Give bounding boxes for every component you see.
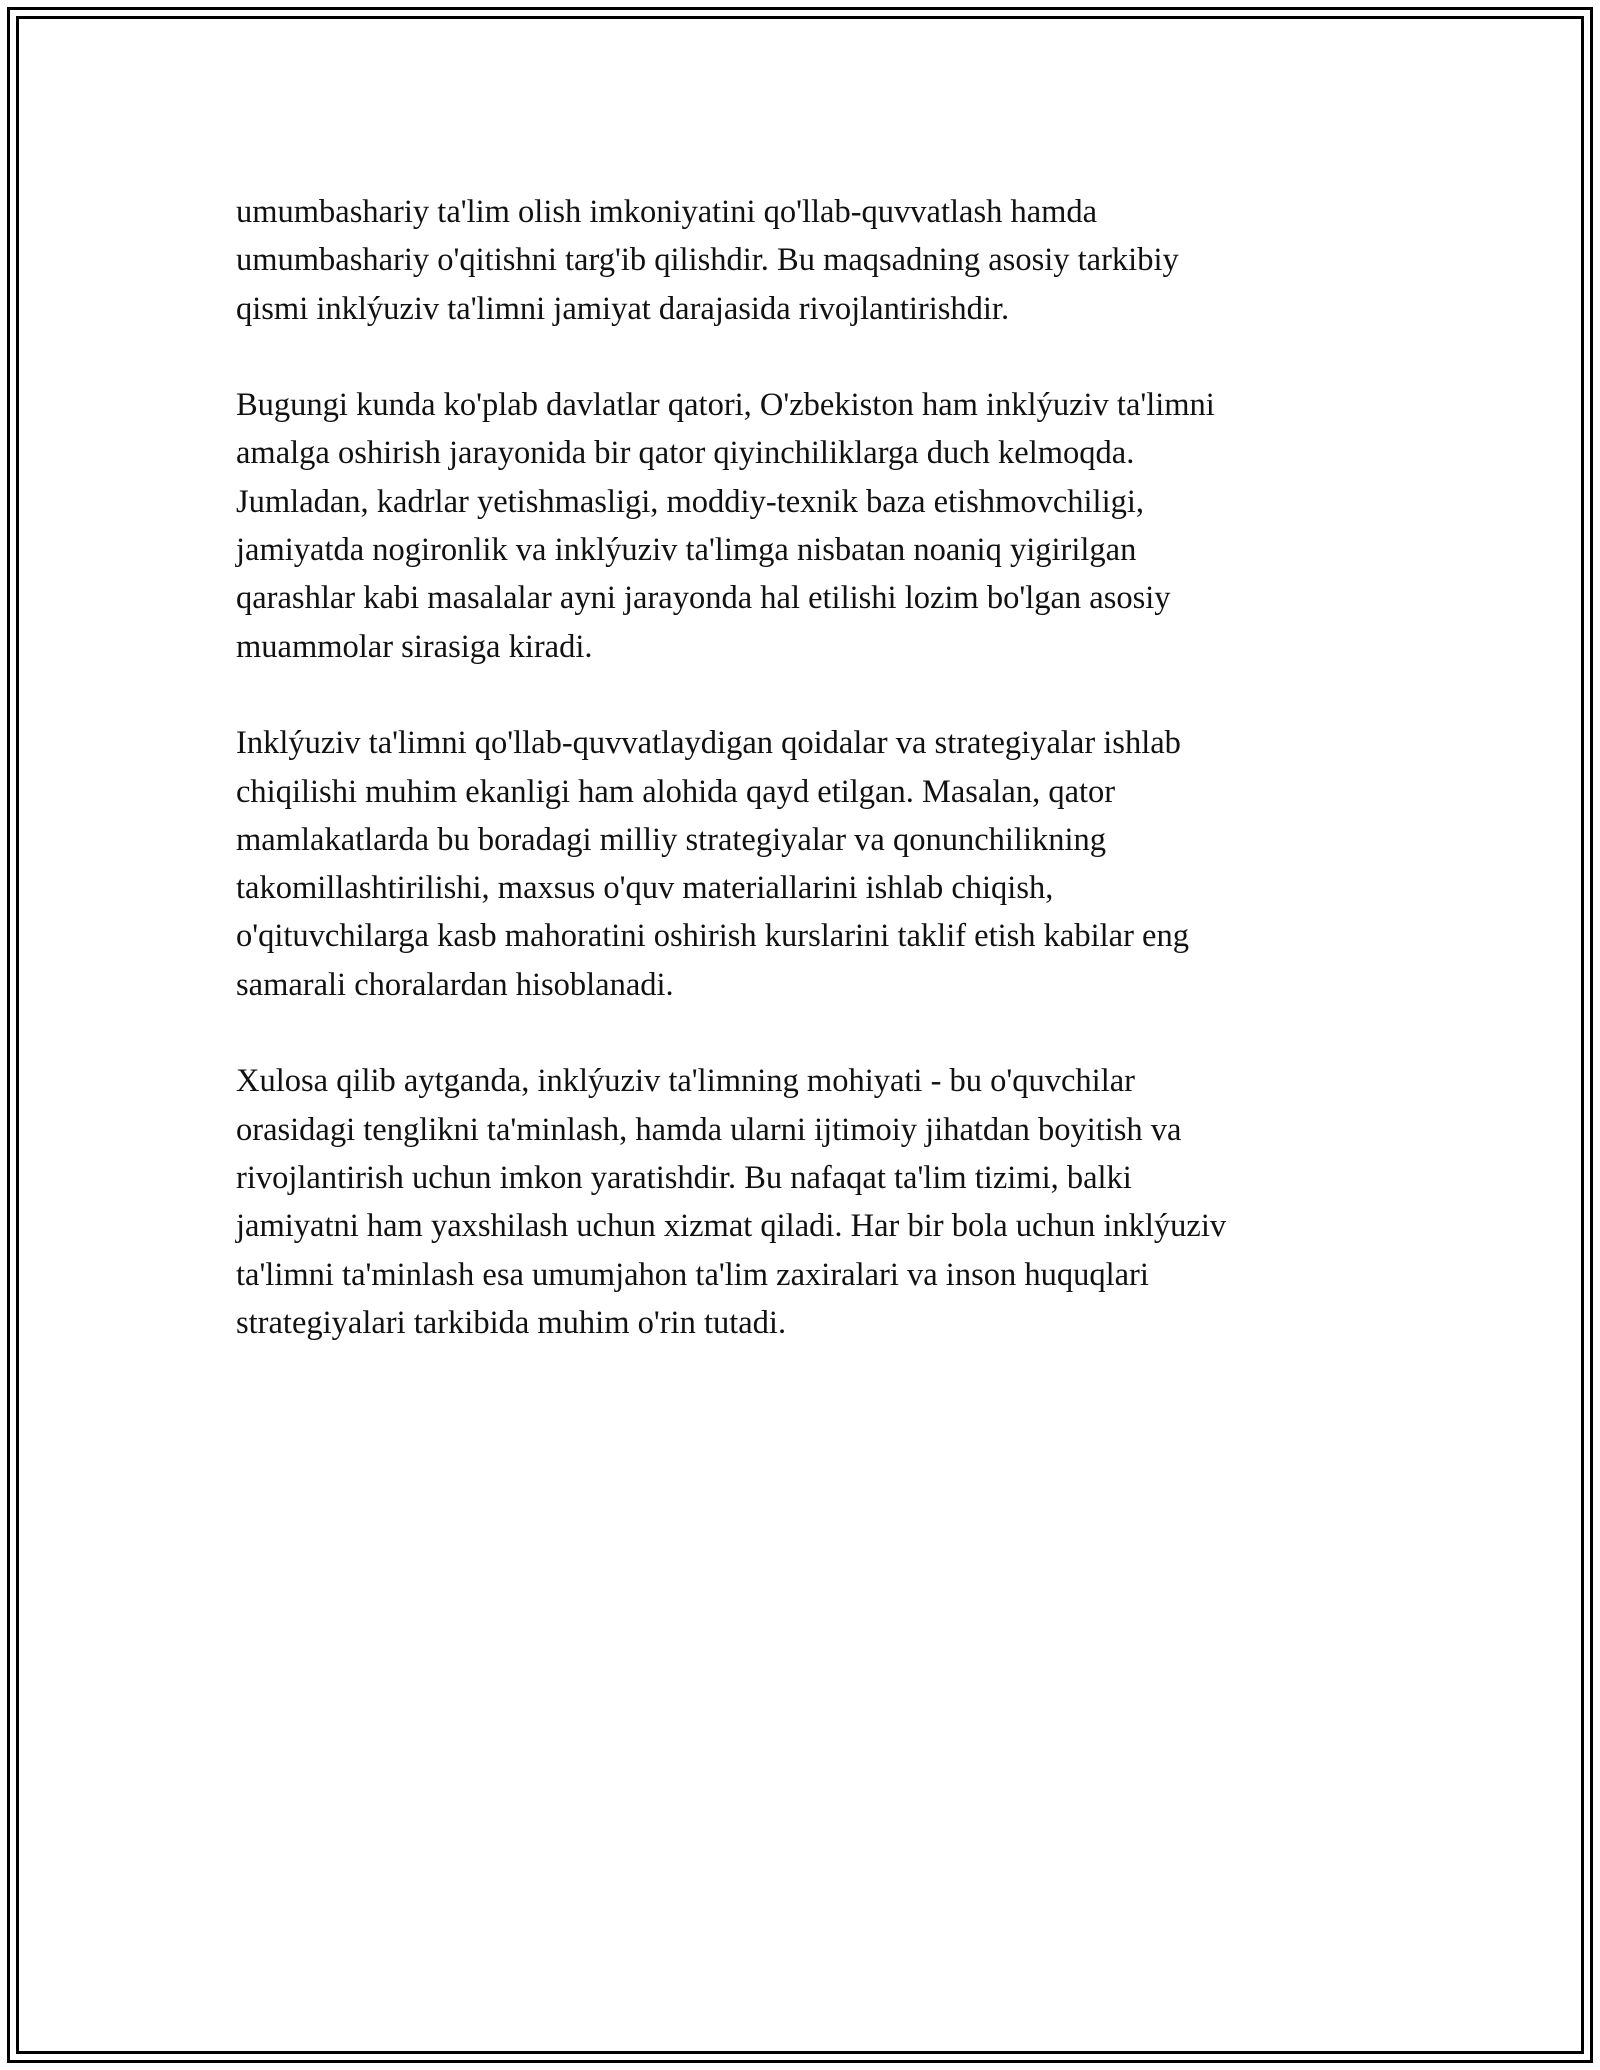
text-line: samarali choralardan hisoblanadi.: [236, 966, 674, 1003]
text-line: Inklýuziv ta'limni qo'llab-quvvatlaydigan qoidalar va strategiyalar ishlab: [236, 725, 1181, 762]
text-line: takomillashtirilishi, maxsus o'quv materiallarini ishlab chiqish,: [236, 870, 1054, 907]
text-line: umumbashariy ta'lim olish imkoniyatini qo'llab-quvvatlash hamda: [236, 194, 1098, 230]
text-line: o'qituvchilarga kasb mahoratini oshirish kurslarini taklif etish kabilar eng: [236, 918, 1189, 955]
text-line: jamiyatda nogironlik va inklýuziv ta'limga nisbatan noaniq yigirilgan: [236, 532, 1137, 569]
text-line: chiqilishi muhim ekanligi ham alohida qayd etilgan. Masalan, qator: [236, 773, 1116, 810]
text-line: umumbashariy o'qitishni targ'ib qilishdir. Bu maqsadning asosiy tarkibiy: [236, 242, 1179, 279]
text-line: rivojlantirish uchun imkon yaratishdir. Bu nafaqat ta'lim tizimi, balki: [236, 1159, 1132, 1196]
paragraph-4: [236, 1057, 1366, 1347]
text-line: strategiyalari tarkibida muhim o'rin tutadi.: [236, 1304, 787, 1341]
text-line: Jumladan, kadrlar yetishmasligi, moddiy-texnik baza etishmovchiligi,: [236, 483, 1145, 520]
text-line: muammolar sirasiga kiradi.: [236, 628, 593, 665]
text-line: qarashlar kabi masalalar ayni jarayonda hal etilishi lozim bo'lgan asosiy: [236, 580, 1171, 617]
paragraph-2: [236, 381, 1366, 671]
text-line: Xulosa qilib aytganda, inklýuziv ta'limning mohiyati - bu o'quvchilar: [236, 1063, 1135, 1100]
document-body: [236, 188, 1366, 1395]
text-line: orasidagi tenglikni ta'minlash, hamda ularni ijtimoiy jihatdan boyitish va: [236, 1111, 1182, 1148]
text-line: qismi inklýuziv ta'limni jamiyat darajasida rivojlantirishdir.: [236, 290, 1010, 327]
paragraph-1: [236, 188, 1366, 333]
text-line: Bugungi kunda ko'plab davlatlar qatori, O'zbekiston ham inklýuziv ta'limni: [236, 387, 1215, 424]
text-line: mamlakatlarda bu boradagi milliy strategiyalar va qonunchilikning: [236, 821, 1107, 858]
text-line: amalga oshirish jarayonida bir qator qiyinchiliklarga duch kelmoqda.: [236, 435, 1135, 472]
paragraph-3: [236, 719, 1366, 1009]
text-line: ta'limni ta'minlash esa umumjahon ta'lim zaxiralari va inson huquqlari: [236, 1256, 1149, 1293]
text-line: jamiyatni ham yaxshilash uchun xizmat qiladi. Har bir bola uchun inklýuziv: [236, 1208, 1227, 1245]
